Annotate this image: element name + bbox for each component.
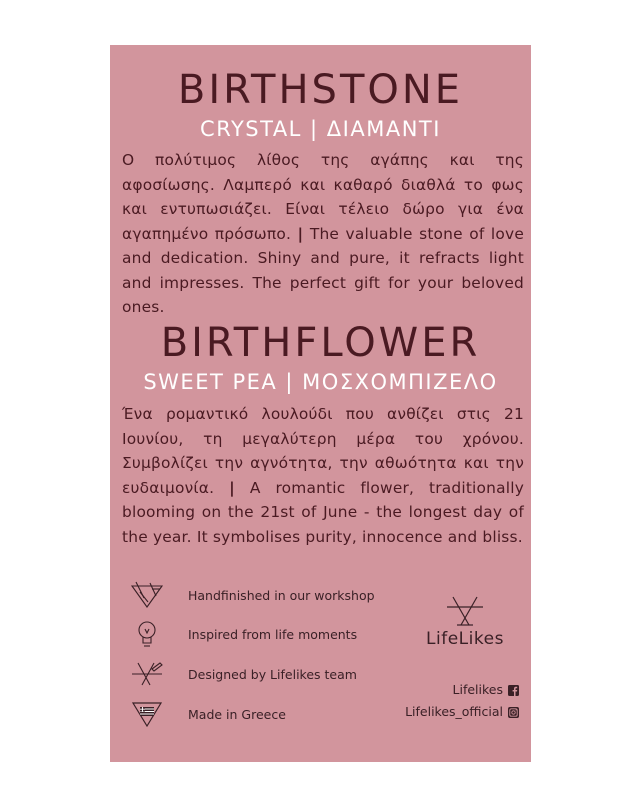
feature-item <box>130 619 357 649</box>
birthstone-description <box>122 148 524 320</box>
feature-item <box>130 659 357 689</box>
social-facebook[interactable] <box>453 682 519 697</box>
feature-label: Handfinished in our workshop <box>188 587 375 603</box>
brand-name: LifeLikes <box>426 629 504 649</box>
text-separator: | <box>229 478 235 497</box>
social-instagram[interactable] <box>405 704 519 719</box>
birthstone-title: BIRTHSTONE <box>177 67 464 113</box>
workshop-tools-icon <box>130 580 164 610</box>
feature-label: Made in Greece <box>188 706 286 722</box>
birthstone-english-text: The valuable stone of love and dedication. Shiny and pure, it refracts light and impresses. The perfect gift for your beloved ones. <box>122 224 525 316</box>
feature-label: Inspired from life moments <box>188 626 358 642</box>
text-separator: | <box>297 224 304 243</box>
social-label: Lifelikes_official <box>405 704 503 719</box>
instagram-icon <box>508 706 519 717</box>
birthflower-title: BIRTHFLOWER <box>160 320 481 366</box>
birthstone-greek-text: Ο πολύτιμος λίθος της αγάπης και της αφοσίωσης. Λαμπερό και καθαρό διαθλά το φως και εντυπωσιάζει. Είναι τέλειο δώρο για ένα αγαπημένο πρόσωπο. <box>122 151 524 243</box>
birthstone-subtitle: CRYSTAL | ΔΙΑΜΑΝΤΙ <box>200 117 441 141</box>
facebook-icon <box>508 684 519 695</box>
greek-flag-icon <box>130 699 164 729</box>
lightbulb-icon <box>130 619 164 649</box>
feature-label: Designed by Lifelikes team <box>188 666 357 682</box>
lifelikes-logo-icon <box>410 593 520 629</box>
feature-item <box>130 699 286 729</box>
birthflower-subtitle: SWEET PEA | ΜΟΣΧΟΜΠΙΖΕΛΟ <box>143 370 498 394</box>
social-label: Lifelikes <box>452 682 503 697</box>
info-card <box>110 45 531 762</box>
brand-block <box>410 593 520 649</box>
birthflower-description <box>122 402 524 549</box>
birthflower-greek-text: Ένα ρομαντικό λουλούδι που ανθίζει στις 21 Ιουνίου, τη μεγαλύτερη μέρα του χρόνου. Συμβολίζει την αγνότητα, την αθωότητα και την ευδαιμονία. <box>122 405 524 497</box>
feature-item <box>130 580 375 610</box>
birthflower-english-text: A romantic flower, traditionally blooming on the 21st of June - the longest day of the year. It symbolises purity, innocence and bliss. <box>122 478 524 546</box>
design-pencil-icon <box>130 659 164 689</box>
